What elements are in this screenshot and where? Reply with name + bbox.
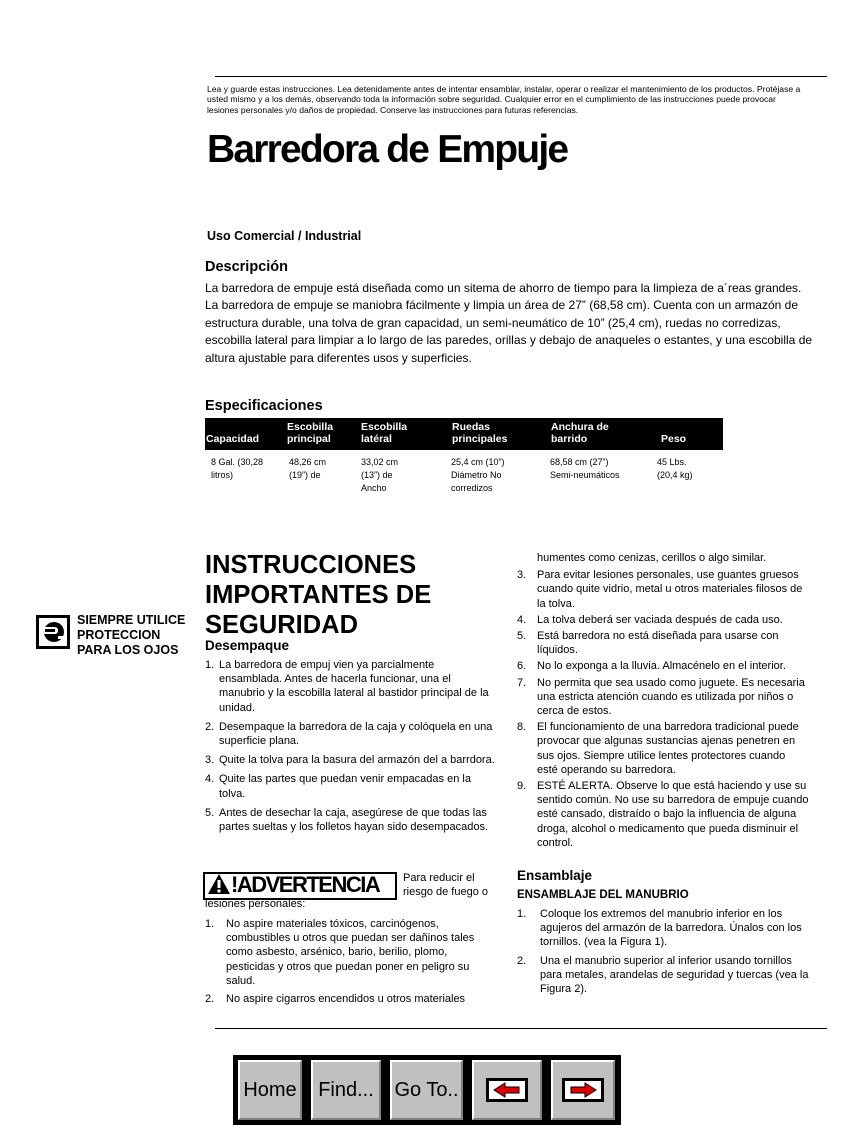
list-item: 1. No aspire materiales tóxicos, carcinógenos, combustibles u otros que puedan ser dañinos tales como asbesto, arsénico, bario, berilio, plomo, pesticidas y otros que puedan poner en peligro su salud.: [205, 918, 475, 987]
spec-col-capacidad: Capacidad: [206, 432, 260, 445]
bottom-rule: [215, 1028, 827, 1029]
list-item: 2. No aspire cigarros encendidos u otros materiales: [205, 993, 466, 1006]
list-item: 1. La barredora de empuj vien ya parcialmente ensamblada. Antes de hacerla funcionar, una el manubrio y la escobilla lateral al bastidor principal de la unidad.: [205, 659, 489, 714]
list-item: 2. Desempaque la barredora de la caja y colóquela en una superficie plana.: [205, 720, 493, 748]
spec-col-peso: Peso: [661, 432, 687, 445]
spec-val-escobilla-lateral: 33,02 cm (13”) de Ancho: [361, 457, 399, 493]
spec-col-anchura: Anchura de barrido: [551, 421, 609, 445]
list-item: 1. Coloque los extremos del manubrio inferior en los agujeros del armazón de la barredora. Únalos con los tornillos. (vea la Figura 1).: [517, 908, 802, 949]
list-item: 4. La tolva deberá ser vaciada después de cada uso.: [517, 613, 783, 626]
spec-val-peso: 45 Lbs. (20,4 kg): [657, 457, 693, 480]
warning-lead-rest: lesiones personales:: [205, 898, 306, 910]
next-page-arrow-icon: [561, 1077, 605, 1103]
find-button[interactable]: Find...: [311, 1060, 381, 1120]
specs-heading: Especificaciones: [205, 398, 323, 414]
assembly-subheading: ENSAMBLAJE DEL MANUBRIO: [517, 889, 689, 901]
assembly-heading: Ensamblaje: [517, 868, 593, 883]
previous-page-arrow-icon: [485, 1077, 529, 1103]
next-page-button[interactable]: [551, 1060, 615, 1120]
spec-val-anchura: 68,58 cm (27”) Semi-neumáticos: [550, 457, 620, 480]
description-text: La barredora de empuje está diseñada como un sitema de ahorro de tiempo para la limpieza de a´reas grandes. La barredora de empuje se maniobra fácilmente y limpia un área de 27” (68,58 cm). Cuenta con un armazón de estructura durable, una tolva de gran capacidad, un semi-neumático de 10” (25,4 cm), ruedas no corredizas, escobilla lateral para limpiar a lo largo de las paredes, orillas y debajo de anaqueles o estantes, y una escobilla de altura ajustable para diferentes usos y superficies.: [205, 281, 813, 365]
page-title: Barredora de Empuje: [207, 128, 568, 171]
intro-text: Lea y guarde estas instrucciones. Lea detenidamente antes de intentar ensamblar, instalar, operar o realizar el mantenimiento de los productos. Protéjase a usted mismo y a los demás, observando toda la información sobre seguridad. Cualquier error en el cumplimiento de las instrucciones puede provocar lesiones personales y/o daños de propiedad. Conserve las instrucciones para futuras referencias.: [207, 84, 801, 115]
list-item: 2. Una el manubrio superior al inferior usando tornillos para metales, arandelas de seguridad y tuercas (vea la Figura 2).: [517, 954, 809, 996]
home-button[interactable]: Home: [238, 1060, 302, 1120]
safety-goggles-icon: [36, 615, 70, 649]
subtitle: Uso Comercial / Industrial: [207, 229, 362, 243]
list-item: 3. Para evitar lesiones personales, use guantes gruesos cuando quite vidrio, metal u otros materiales filosos de la tolva.: [517, 569, 803, 610]
list-item: 5. Está barredora no está diseñada para usarse con líquidos.: [517, 630, 779, 657]
list-item: 9. ESTÉ ALERTA. Observe lo que está haciendo y use su sentido común. No use su barredora de empuje cuando esté cansado, distraído o bajo la influencia de alguna droga, alcohol o medicamento que pueda disminuir el control.: [517, 780, 809, 849]
right-safety-column: [517, 551, 809, 852]
safety-title: INSTRUCCIONES IMPORTANTES DE SEGURIDAD: [205, 551, 432, 639]
list-item: 5. Antes de desechar la caja, asegúrese de que todas las partes sueltas y los folletos hayan sido desempacados.: [205, 806, 489, 834]
warning-triangle-icon: [207, 873, 231, 895]
list-item: 8. El funcionamiento de una barredora tradicional puede provocar que algunas sustancias ajenas penetren en sus ojos. Siempre utilice lentes protectores cuando esté operando su barredora.: [517, 721, 799, 776]
goto-button[interactable]: Go To..: [390, 1060, 463, 1120]
list-item: 3. Quite la tolva para la basura del armazón del a barrdora.: [205, 754, 495, 767]
warning-label: !ADVERTENCIA: [207, 872, 379, 898]
assembly-list: [517, 907, 809, 1000]
warning-list: [205, 917, 497, 1010]
navigation-bar: [233, 1055, 621, 1125]
spec-val-ruedas: 25,4 cm (10”) Diámetro No corredizos: [451, 457, 505, 493]
list-item: 6. No lo exponga a la lluvia. Almacénelo en el interior.: [517, 660, 786, 673]
spec-col-ruedas: Ruedas principales: [452, 421, 508, 445]
description-heading: Descripción: [205, 259, 288, 275]
warning-lead-right: Para reducir el riesgo de fuego o: [403, 872, 489, 898]
top-rule: [215, 76, 827, 77]
previous-page-button[interactable]: [472, 1060, 542, 1120]
eye-protection-warning: SIEMPRE UTILICE PROTECCION PARA LOS OJOS: [77, 613, 186, 657]
unpacking-heading: Desempaque: [205, 638, 290, 653]
continued-text: humentes como cenizas, cerillos o algo similar.: [537, 552, 767, 564]
spec-col-escobilla-principal: Escobilla principal: [287, 421, 334, 445]
specs-header-row: [205, 418, 723, 450]
spec-val-escobilla-principal: 48,26 cm (19”) de: [289, 457, 327, 480]
list-item: 4. Quite las partes que puedan venir empacadas en la tolva.: [205, 773, 471, 800]
spec-val-capacidad: 8 Gal. (30,28 litros): [211, 457, 264, 480]
unpacking-list: [205, 658, 497, 839]
spec-col-escobilla-lateral: Escobilla latéral: [361, 421, 408, 445]
list-item: 7. No permita que sea usado como juguete. Es necesaria una estricta atención cuando es utilizada por niños o cerca de estos.: [517, 676, 805, 718]
